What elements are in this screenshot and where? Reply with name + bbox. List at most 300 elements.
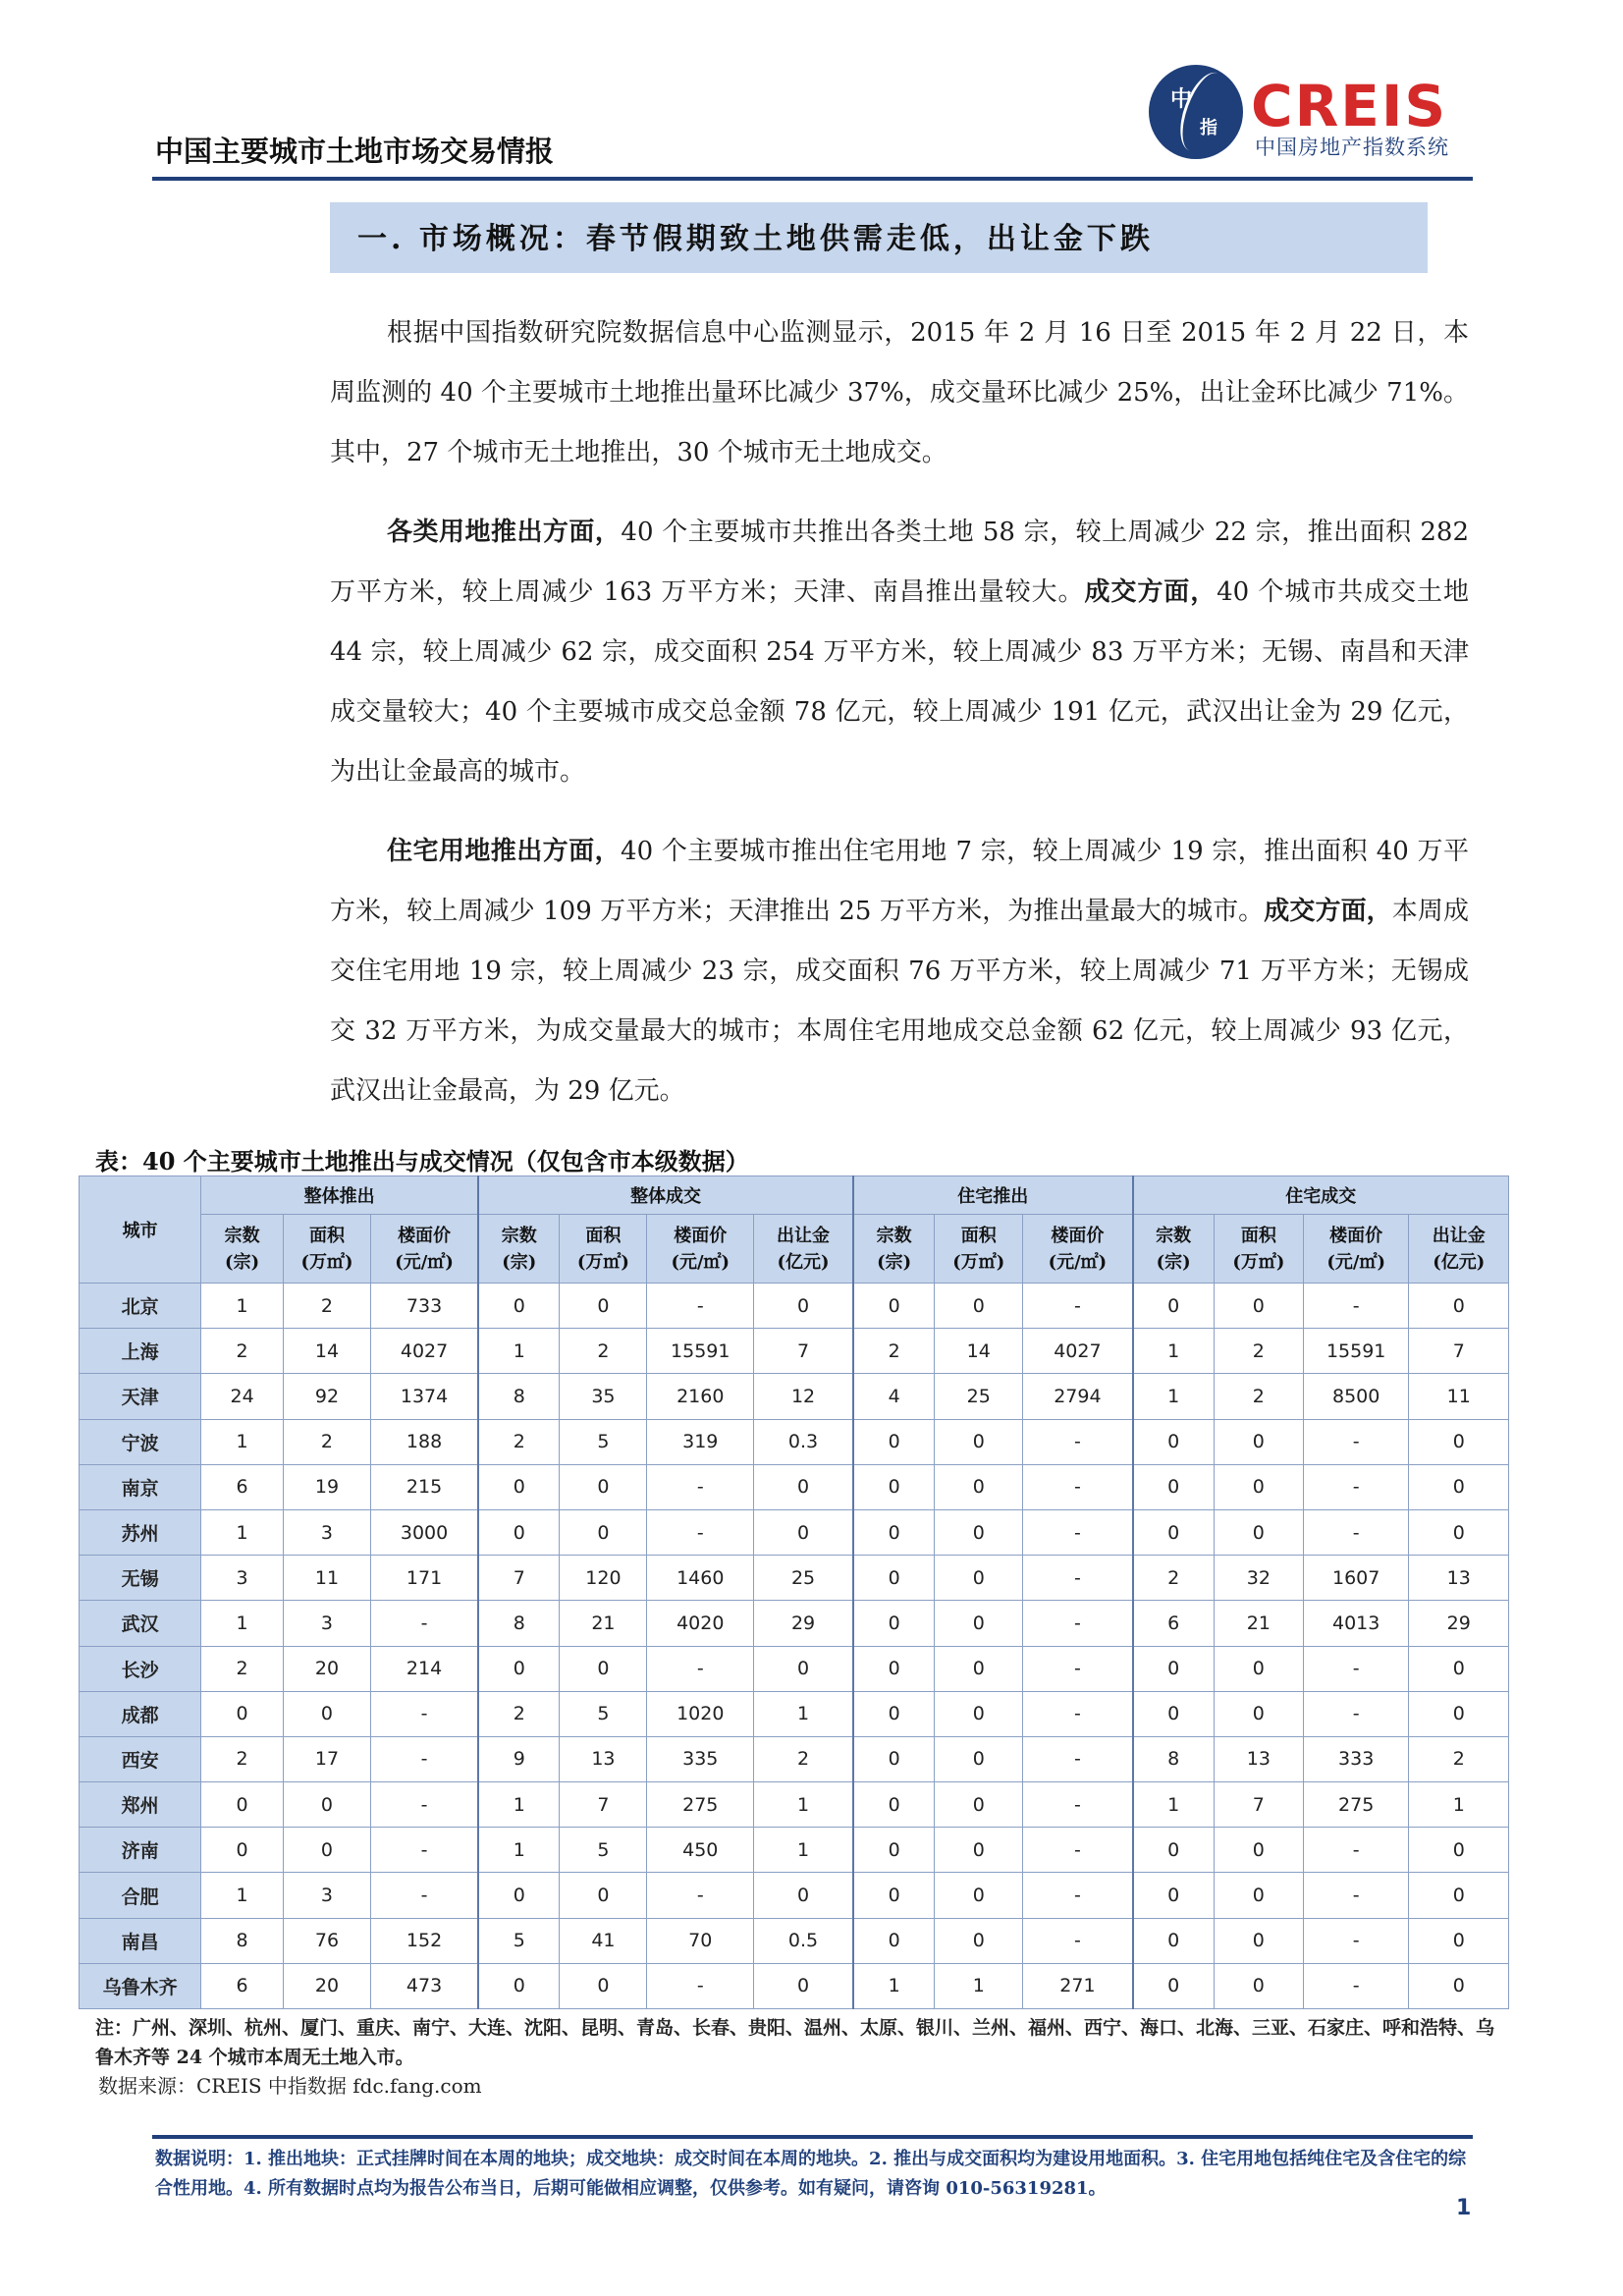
table-row xyxy=(80,1963,1509,2008)
table-cell: - xyxy=(1023,1918,1133,1963)
table-cell: - xyxy=(1303,1918,1409,1963)
page-number: 1 xyxy=(1456,2196,1472,2220)
table-cell: - xyxy=(370,1782,478,1828)
paragraph-lead: 住宅用地推出方面， xyxy=(387,837,622,866)
table-row xyxy=(80,1646,1509,1691)
group-header: 整体推出 xyxy=(201,1176,478,1215)
table-cell: 2 xyxy=(853,1329,935,1374)
table-row xyxy=(80,1374,1509,1419)
table-cell: 0 xyxy=(853,1464,935,1509)
table-cell: 275 xyxy=(647,1782,754,1828)
city-cell: 乌鲁木齐 xyxy=(80,1963,201,2008)
city-cell: 西安 xyxy=(80,1736,201,1781)
paragraph-text: 40 个城市共成交土地 44 宗，较上周减少 62 宗，成交面积 254 万平方米，较上周减少 83 万平方米；无锡、南昌和天津成交量较大；40 个主要城市成交总金额 78 亿元，较上周减少 191 亿元，武汉出让金为 29 亿元，为出让金最高的城市。 xyxy=(330,577,1469,787)
table-cell: - xyxy=(1303,1963,1409,2008)
table-cell: 20 xyxy=(283,1646,370,1691)
column-header-price: 楼面价 (元/㎡) xyxy=(647,1215,754,1284)
table-cell: 0 xyxy=(1409,1464,1509,1509)
table-cell: 0 xyxy=(935,1509,1023,1555)
table-cell: 1607 xyxy=(1303,1556,1409,1601)
table-cell: - xyxy=(1023,1464,1133,1509)
table-cell: 1 xyxy=(853,1963,935,2008)
table-cell: - xyxy=(1023,1691,1133,1736)
city-column-header: 城市 xyxy=(80,1176,201,1284)
logo-char-2: 指 xyxy=(1200,118,1217,138)
paragraph-lead: 成交方面， xyxy=(1084,577,1217,607)
table-cell: 21 xyxy=(1214,1601,1303,1646)
table-cell: 0 xyxy=(1133,1284,1215,1329)
table-cell: 5 xyxy=(560,1828,647,1873)
table-cell: 0 xyxy=(935,1464,1023,1509)
table-cell: - xyxy=(647,1509,754,1555)
table-cell: 0 xyxy=(560,1509,647,1555)
table-cell: 5 xyxy=(560,1419,647,1464)
table-cell: 271 xyxy=(1023,1963,1133,2008)
table-cell: 0 xyxy=(478,1284,560,1329)
table-row xyxy=(80,1873,1509,1918)
city-cell: 成都 xyxy=(80,1691,201,1736)
table-cell: 0 xyxy=(1214,1873,1303,1918)
city-cell: 合肥 xyxy=(80,1873,201,1918)
table-cell: 2 xyxy=(283,1284,370,1329)
paragraph-overview: 根据中国指数研究院数据信息中心监测显示，2015 年 2 月 16 日至 2015 年 2 月 22 日，本周监测的 40 个主要城市土地推出量环比减少 37%，成交量环比减少 25%，出让金环比减少 71%。其中，27 个城市无土地推出，30 个城市无土地成交。 xyxy=(330,318,1469,467)
table-cell: 0 xyxy=(935,1873,1023,1918)
table-cell: - xyxy=(1303,1419,1409,1464)
table-cell: 0 xyxy=(853,1601,935,1646)
table-row xyxy=(80,1556,1509,1601)
table-cell: 0 xyxy=(1409,1419,1509,1464)
table-cell: 29 xyxy=(754,1601,853,1646)
table-cell: 0 xyxy=(1409,1918,1509,1963)
table-cell: 120 xyxy=(560,1556,647,1601)
table-cell: 1 xyxy=(201,1601,284,1646)
table-row xyxy=(80,1464,1509,1509)
city-cell: 上海 xyxy=(80,1329,201,1374)
table-cell: - xyxy=(647,1464,754,1509)
table-cell: 171 xyxy=(370,1556,478,1601)
table-cell: 1 xyxy=(478,1329,560,1374)
table-cell: 9 xyxy=(478,1736,560,1781)
table-cell: 1 xyxy=(935,1963,1023,2008)
table-cell: 2 xyxy=(1214,1374,1303,1419)
table-cell: 12 xyxy=(754,1374,853,1419)
table-cell: 2 xyxy=(1409,1736,1509,1781)
table-cell: 3000 xyxy=(370,1509,478,1555)
column-header-count: 宗数 (宗) xyxy=(201,1215,284,1284)
table-cell: 2 xyxy=(478,1419,560,1464)
footer-data-notes: 数据说明：1. 推出地块：正式挂牌时间在本周的地块；成交地块：成交时间在本周的地块。2. 推出与成交面积均为建设用地面积。3. 住宅用地包括纯住宅及含住宅的综合性用地。4. 所有数据时点均为报告公布当日，后期可能做相应调整，仅供参考。如有疑问，请咨询 010-56319281。 xyxy=(155,2149,1467,2199)
table-cell: - xyxy=(1023,1873,1133,1918)
table-cell: 32 xyxy=(1214,1556,1303,1601)
table-cell: 76 xyxy=(283,1918,370,1963)
table-cell: 4027 xyxy=(1023,1329,1133,1374)
table-row xyxy=(80,1419,1509,1464)
table-cell: 25 xyxy=(935,1374,1023,1419)
table-cell: 0 xyxy=(853,1782,935,1828)
table-cell: 6 xyxy=(201,1963,284,2008)
table-row xyxy=(80,1782,1509,1828)
table-row xyxy=(80,1601,1509,1646)
table-cell: - xyxy=(1303,1464,1409,1509)
table-cell: 0 xyxy=(283,1828,370,1873)
table-cell: 2 xyxy=(201,1736,284,1781)
table-cell: 0 xyxy=(201,1828,284,1873)
table-cell: 13 xyxy=(1214,1736,1303,1781)
table-cell: - xyxy=(370,1691,478,1736)
section-heading: 一. 市场概况：春节假期致土地供需走低，出让金下跌 xyxy=(330,202,1428,273)
table-cell: 0 xyxy=(1214,1509,1303,1555)
table-cell: 0 xyxy=(1214,1918,1303,1963)
group-header: 整体成交 xyxy=(478,1176,853,1215)
table-caption: 表：40 个主要城市土地推出与成交情况（仅包含市本级数据） xyxy=(95,1147,749,1175)
column-header-row xyxy=(80,1215,1509,1284)
table-cell: 0 xyxy=(283,1782,370,1828)
table-cell: 0 xyxy=(935,1601,1023,1646)
table-cell: 11 xyxy=(1409,1374,1509,1419)
table-cell: 1 xyxy=(1133,1374,1215,1419)
table-cell: 319 xyxy=(647,1419,754,1464)
table-cell: 4013 xyxy=(1303,1601,1409,1646)
city-cell: 宁波 xyxy=(80,1419,201,1464)
table-cell: 1 xyxy=(754,1782,853,1828)
table-cell: - xyxy=(1023,1736,1133,1781)
column-header-count: 宗数 (宗) xyxy=(853,1215,935,1284)
table-cell: 0 xyxy=(1214,1691,1303,1736)
table-cell: 7 xyxy=(1214,1782,1303,1828)
table-cell: - xyxy=(1303,1828,1409,1873)
table-cell: 0 xyxy=(935,1419,1023,1464)
data-source: 数据来源：CREIS 中指数据 fdc.fang.com xyxy=(98,2074,482,2098)
logo-emblem-icon xyxy=(1149,65,1243,159)
paragraph-residential-land xyxy=(330,822,1469,1121)
table-cell: 1 xyxy=(201,1509,284,1555)
table-cell: 41 xyxy=(560,1918,647,1963)
table-cell: 215 xyxy=(370,1464,478,1509)
table-cell: 333 xyxy=(1303,1736,1409,1781)
table-cell: 0 xyxy=(1409,1509,1509,1555)
table-cell: 11 xyxy=(283,1556,370,1601)
land-market-table xyxy=(79,1175,1509,2009)
table-cell: 0 xyxy=(754,1284,853,1329)
table-cell: 0 xyxy=(1133,1419,1215,1464)
table-cell: 0 xyxy=(1214,1284,1303,1329)
table-cell: 0 xyxy=(853,1284,935,1329)
table-cell: 0 xyxy=(853,1509,935,1555)
table-cell: 5 xyxy=(478,1918,560,1963)
table-cell: 0 xyxy=(1409,1691,1509,1736)
column-header-area: 面积 (万㎡) xyxy=(283,1215,370,1284)
table-cell: 0 xyxy=(935,1284,1023,1329)
table-cell: 0 xyxy=(201,1782,284,1828)
table-cell: 0 xyxy=(935,1736,1023,1781)
table-cell: 0 xyxy=(201,1691,284,1736)
table-cell: 7 xyxy=(478,1556,560,1601)
table-row xyxy=(80,1736,1509,1781)
table-row xyxy=(80,1691,1509,1736)
table-cell: 0 xyxy=(1133,1464,1215,1509)
table-cell: 0 xyxy=(1214,1464,1303,1509)
table-cell: - xyxy=(1023,1419,1133,1464)
table-cell: 3 xyxy=(201,1556,284,1601)
table-cell: 1020 xyxy=(647,1691,754,1736)
table-cell: 20 xyxy=(283,1963,370,2008)
table-cell: 0.5 xyxy=(754,1918,853,1963)
table-cell: - xyxy=(1303,1691,1409,1736)
table-cell: 8 xyxy=(1133,1736,1215,1781)
column-header-count: 宗数 (宗) xyxy=(1133,1215,1215,1284)
table-cell: 0 xyxy=(560,1284,647,1329)
table-cell: 1 xyxy=(478,1782,560,1828)
table-cell: 0 xyxy=(853,1828,935,1873)
table-cell: 4 xyxy=(853,1374,935,1419)
paragraph-all-land xyxy=(330,503,1469,802)
table-cell: 19 xyxy=(283,1464,370,1509)
table-cell: 1 xyxy=(1133,1329,1215,1374)
table-cell: 2 xyxy=(283,1419,370,1464)
report-title: 中国主要城市土地市场交易情报 xyxy=(155,135,555,168)
table-cell: 2 xyxy=(1214,1329,1303,1374)
table-cell: 0 xyxy=(283,1691,370,1736)
table-cell: 13 xyxy=(560,1736,647,1781)
table-cell: 29 xyxy=(1409,1601,1509,1646)
table-cell: 2794 xyxy=(1023,1374,1133,1419)
table-cell: 1 xyxy=(201,1873,284,1918)
table-cell: 0 xyxy=(478,1464,560,1509)
column-header-fee: 出让金 (亿元) xyxy=(1409,1215,1509,1284)
table-cell: - xyxy=(1303,1646,1409,1691)
table-cell: 8 xyxy=(201,1918,284,1963)
table-cell: 1 xyxy=(201,1419,284,1464)
table-cell: 0 xyxy=(853,1918,935,1963)
city-cell: 无锡 xyxy=(80,1556,201,1601)
table-cell: 8 xyxy=(478,1374,560,1419)
table-cell: 0 xyxy=(935,1556,1023,1601)
table-cell: 0 xyxy=(478,1963,560,2008)
table-cell: 0 xyxy=(1214,1828,1303,1873)
table-cell: 13 xyxy=(1409,1556,1509,1601)
table-cell: 24 xyxy=(201,1374,284,1419)
table-cell: 1 xyxy=(754,1691,853,1736)
table-cell: 35 xyxy=(560,1374,647,1419)
table-cell: 0 xyxy=(1409,1963,1509,2008)
table-note: 注：广州、深圳、杭州、厦门、重庆、南宁、大连、沈阳、昆明、青岛、长春、贵阳、温州、太原、银川、兰州、福州、西宁、海口、北海、三亚、石家庄、呼和浩特、乌鲁木齐等 24 个城市本周无土地入市。 xyxy=(95,2017,1495,2068)
column-header-area: 面积 (万㎡) xyxy=(1214,1215,1303,1284)
table-cell: 0 xyxy=(560,1873,647,1918)
table-cell: 473 xyxy=(370,1963,478,2008)
table-cell: 15591 xyxy=(647,1329,754,1374)
table-cell: 4020 xyxy=(647,1601,754,1646)
city-cell: 武汉 xyxy=(80,1601,201,1646)
table-cell: 7 xyxy=(1409,1329,1509,1374)
table-cell: 0 xyxy=(1133,1691,1215,1736)
column-header-price: 楼面价 (元/㎡) xyxy=(1023,1215,1133,1284)
header-divider xyxy=(152,177,1473,181)
table-cell: 0 xyxy=(1133,1828,1215,1873)
paragraph-lead: 成交方面， xyxy=(1264,897,1392,926)
table-cell: - xyxy=(1303,1873,1409,1918)
city-cell: 南京 xyxy=(80,1464,201,1509)
table-cell: 450 xyxy=(647,1828,754,1873)
table-cell: 733 xyxy=(370,1284,478,1329)
table-cell: 0 xyxy=(935,1828,1023,1873)
table-cell: 2 xyxy=(201,1646,284,1691)
table-cell: 5 xyxy=(560,1691,647,1736)
table-cell: 0 xyxy=(560,1646,647,1691)
table-cell: 92 xyxy=(283,1374,370,1419)
table-cell: 0 xyxy=(1409,1873,1509,1918)
table-cell: 1 xyxy=(1409,1782,1509,1828)
paragraph-text: 本周成交住宅用地 19 宗，较上周减少 23 宗，成交面积 76 万平方米，较上周减少 71 万平方米；无锡成交 32 万平方米，为成交量最大的城市；本周住宅用地成交总金额 62 亿元，较上周减少 93 亿元，武汉出让金最高，为 29 亿元。 xyxy=(330,897,1469,1106)
table-cell: - xyxy=(370,1828,478,1873)
table-cell: 2 xyxy=(201,1329,284,1374)
city-cell: 济南 xyxy=(80,1828,201,1873)
table-cell: 0 xyxy=(1214,1963,1303,2008)
table-cell: 0 xyxy=(478,1509,560,1555)
table-cell: 3 xyxy=(283,1509,370,1555)
table-row xyxy=(80,1509,1509,1555)
table-cell: - xyxy=(370,1601,478,1646)
table-cell: 6 xyxy=(201,1464,284,1509)
table-cell: 0 xyxy=(560,1464,647,1509)
table-cell: 0 xyxy=(1133,1918,1215,1963)
table-cell: 0 xyxy=(1133,1509,1215,1555)
table-cell: 21 xyxy=(560,1601,647,1646)
table-cell: 1 xyxy=(754,1828,853,1873)
logo-brand-text: CREIS xyxy=(1251,73,1448,139)
logo-char-1: 中 xyxy=(1170,86,1193,112)
table-cell: 15591 xyxy=(1303,1329,1409,1374)
table-cell: 0 xyxy=(935,1646,1023,1691)
table-cell: 0.3 xyxy=(754,1419,853,1464)
table-cell: 70 xyxy=(647,1918,754,1963)
table-cell: 0 xyxy=(853,1736,935,1781)
table-cell: 17 xyxy=(283,1736,370,1781)
table-cell: 7 xyxy=(754,1329,853,1374)
table-cell: - xyxy=(1023,1646,1133,1691)
column-header-area: 面积 (万㎡) xyxy=(935,1215,1023,1284)
table-cell: - xyxy=(1303,1284,1409,1329)
table-cell: 0 xyxy=(754,1509,853,1555)
city-cell: 天津 xyxy=(80,1374,201,1419)
table-cell: 0 xyxy=(935,1782,1023,1828)
table-cell: 8 xyxy=(478,1601,560,1646)
table-cell: 188 xyxy=(370,1419,478,1464)
table-cell: 0 xyxy=(853,1691,935,1736)
table-cell: 275 xyxy=(1303,1782,1409,1828)
table-cell: - xyxy=(647,1284,754,1329)
city-cell: 长沙 xyxy=(80,1646,201,1691)
paragraph-lead: 各类用地推出方面， xyxy=(387,518,622,547)
column-header-price: 楼面价 (元/㎡) xyxy=(1303,1215,1409,1284)
table-cell: 1 xyxy=(201,1284,284,1329)
table-cell: - xyxy=(1023,1828,1133,1873)
table-cell: 3 xyxy=(283,1873,370,1918)
table-cell: 0 xyxy=(1133,1646,1215,1691)
table-cell: - xyxy=(1023,1601,1133,1646)
table-cell: 0 xyxy=(478,1873,560,1918)
logo-subtitle: 中国房地产指数系统 xyxy=(1255,136,1449,159)
table-cell: 0 xyxy=(560,1963,647,2008)
table-cell: 25 xyxy=(754,1556,853,1601)
table-cell: - xyxy=(647,1873,754,1918)
table-cell: 152 xyxy=(370,1918,478,1963)
table-cell: 0 xyxy=(754,1646,853,1691)
table-cell: 2 xyxy=(754,1736,853,1781)
group-header: 住宅推出 xyxy=(853,1176,1133,1215)
table-cell: 3 xyxy=(283,1601,370,1646)
table-cell: 2 xyxy=(1133,1556,1215,1601)
footer-divider xyxy=(152,2135,1473,2139)
table-cell: 0 xyxy=(853,1556,935,1601)
city-cell: 苏州 xyxy=(80,1509,201,1555)
table-body xyxy=(80,1284,1509,2009)
table-cell: 0 xyxy=(853,1419,935,1464)
table-cell: 0 xyxy=(1409,1828,1509,1873)
table-cell: 1460 xyxy=(647,1556,754,1601)
creis-logo xyxy=(1149,65,1483,173)
table-cell: - xyxy=(1023,1556,1133,1601)
table-cell: - xyxy=(370,1873,478,1918)
table-cell: 0 xyxy=(1409,1284,1509,1329)
city-cell: 南昌 xyxy=(80,1918,201,1963)
column-header-area: 面积 (万㎡) xyxy=(560,1215,647,1284)
group-header: 住宅成交 xyxy=(1133,1176,1509,1215)
table-cell: 0 xyxy=(1214,1646,1303,1691)
table-cell: - xyxy=(1303,1509,1409,1555)
table-cell: 0 xyxy=(853,1873,935,1918)
table-row xyxy=(80,1284,1509,1329)
table-cell: 2 xyxy=(560,1329,647,1374)
table-cell: 0 xyxy=(935,1691,1023,1736)
table-cell: 2160 xyxy=(647,1374,754,1419)
table-row xyxy=(80,1918,1509,1963)
table-row xyxy=(80,1329,1509,1374)
table-cell: 1 xyxy=(478,1828,560,1873)
table-cell: 4027 xyxy=(370,1329,478,1374)
table-cell: - xyxy=(370,1736,478,1781)
table-cell: 1374 xyxy=(370,1374,478,1419)
table-cell: 1 xyxy=(1133,1782,1215,1828)
column-header-count: 宗数 (宗) xyxy=(478,1215,560,1284)
table-cell: 0 xyxy=(754,1963,853,2008)
table-cell: 0 xyxy=(1409,1646,1509,1691)
table-cell: 6 xyxy=(1133,1601,1215,1646)
table-cell: 8500 xyxy=(1303,1374,1409,1419)
table-cell: - xyxy=(1023,1284,1133,1329)
table-cell: 0 xyxy=(853,1646,935,1691)
table-row xyxy=(80,1828,1509,1873)
table-cell: 0 xyxy=(935,1918,1023,1963)
table-cell: 0 xyxy=(478,1646,560,1691)
table-cell: 0 xyxy=(1214,1419,1303,1464)
table-cell: 7 xyxy=(560,1782,647,1828)
table-cell: 14 xyxy=(283,1329,370,1374)
city-cell: 郑州 xyxy=(80,1782,201,1828)
table-cell: - xyxy=(647,1963,754,2008)
column-header-price: 楼面价 (元/㎡) xyxy=(370,1215,478,1284)
table-cell: 0 xyxy=(754,1464,853,1509)
paragraph-text: 40 个主要城市推出住宅用地 7 宗，较上周减少 19 宗，推出面积 40 万平方米，较上周减少 109 万平方米；天津推出 25 万平方米，为推出量最大的城市。 xyxy=(330,837,1469,926)
table-cell: 335 xyxy=(647,1736,754,1781)
table-cell: - xyxy=(647,1646,754,1691)
column-header-fee: 出让金 (亿元) xyxy=(754,1215,853,1284)
city-cell: 北京 xyxy=(80,1284,201,1329)
table-cell: 2 xyxy=(478,1691,560,1736)
paragraph-text: 40 个主要城市共推出各类土地 58 宗，较上周减少 22 宗，推出面积 282 万平方米，较上周减少 163 万平方米；天津、南昌推出量较大。 xyxy=(330,518,1469,607)
table-cell: - xyxy=(1023,1782,1133,1828)
table-cell: 14 xyxy=(935,1329,1023,1374)
table-cell: - xyxy=(1023,1509,1133,1555)
